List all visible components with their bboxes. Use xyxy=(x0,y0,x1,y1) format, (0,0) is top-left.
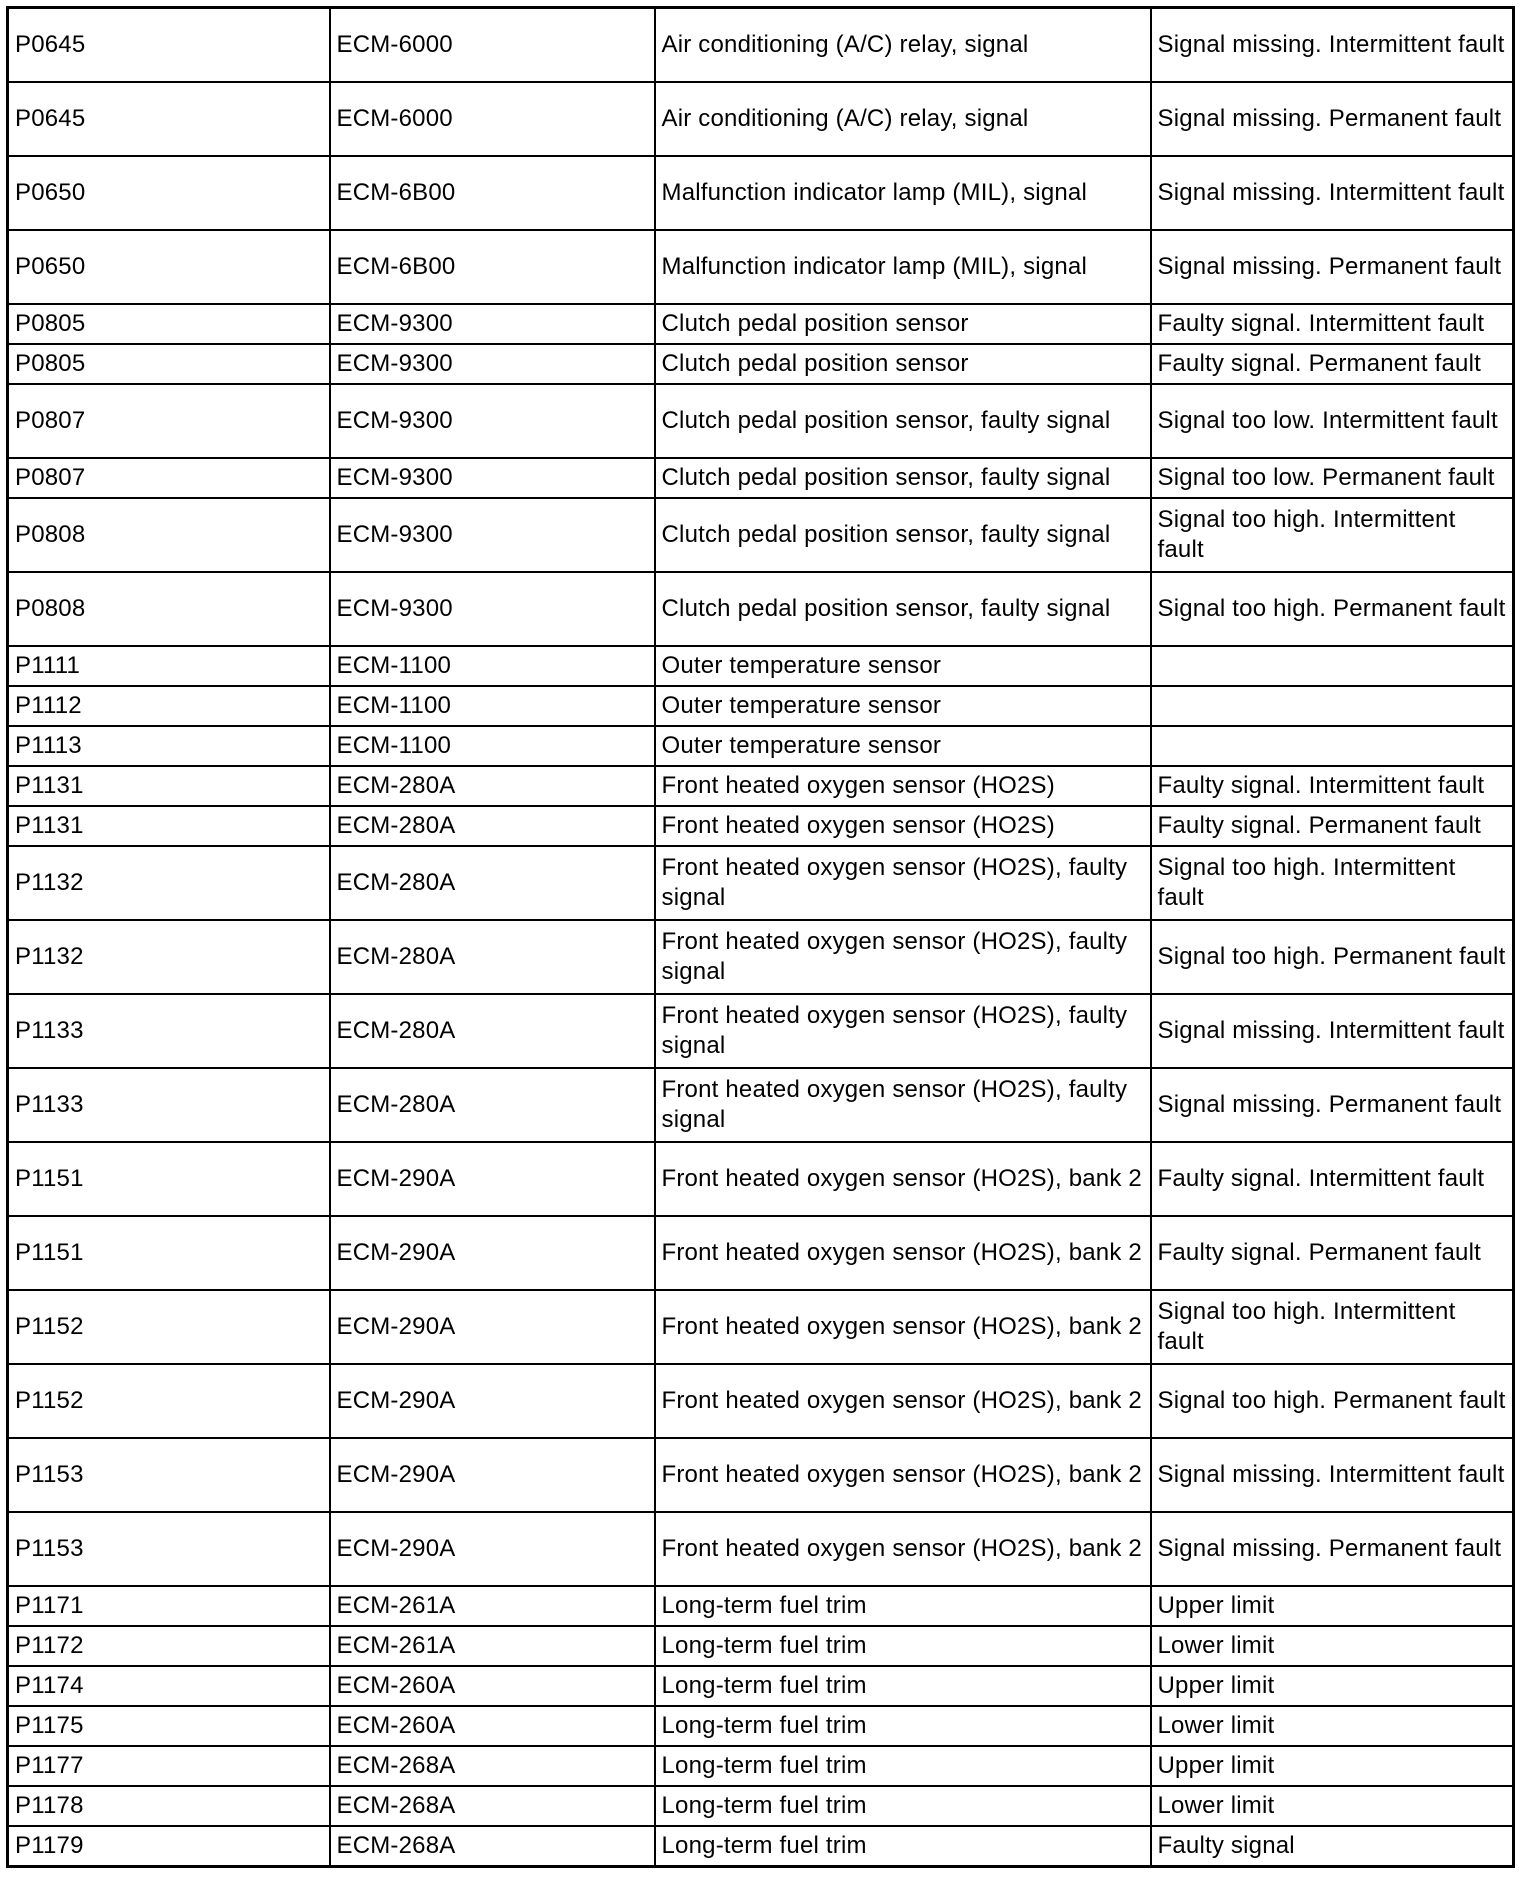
ecm-code-cell: ECM-290A xyxy=(330,1142,655,1216)
fault-condition-cell: Signal missing. Intermittent fault xyxy=(1151,994,1514,1068)
fault-condition-cell xyxy=(1151,686,1514,726)
fault-condition-cell: Lower limit xyxy=(1151,1786,1514,1826)
fault-condition-cell: Signal missing. Intermittent fault xyxy=(1151,156,1514,230)
dtc-code-cell: P1151 xyxy=(8,1216,330,1290)
ecm-code-cell: ECM-280A xyxy=(330,766,655,806)
component-cell: Front heated oxygen sensor (HO2S), faulty signal xyxy=(655,846,1151,920)
table-row xyxy=(8,806,1514,846)
table-row xyxy=(8,920,1514,994)
dtc-code-cell: P1132 xyxy=(8,846,330,920)
ecm-code-cell: ECM-6B00 xyxy=(330,230,655,304)
fault-condition-cell: Upper limit xyxy=(1151,1586,1514,1626)
fault-condition-cell xyxy=(1151,646,1514,686)
table-row xyxy=(8,1706,1514,1746)
component-cell: Malfunction indicator lamp (MIL), signal xyxy=(655,230,1151,304)
table-row xyxy=(8,82,1514,156)
fault-condition-cell: Faulty signal. Intermittent fault xyxy=(1151,1142,1514,1216)
component-cell: Front heated oxygen sensor (HO2S), bank 2 xyxy=(655,1216,1151,1290)
dtc-code-cell: P1151 xyxy=(8,1142,330,1216)
fault-condition-cell: Faulty signal. Permanent fault xyxy=(1151,1216,1514,1290)
table-row xyxy=(8,572,1514,646)
component-cell: Front heated oxygen sensor (HO2S), faulty signal xyxy=(655,994,1151,1068)
component-cell: Long-term fuel trim xyxy=(655,1586,1151,1626)
dtc-code-cell: P1133 xyxy=(8,994,330,1068)
ecm-code-cell: ECM-9300 xyxy=(330,572,655,646)
component-cell: Front heated oxygen sensor (HO2S), bank 2 xyxy=(655,1512,1151,1586)
dtc-code-cell: P1175 xyxy=(8,1706,330,1746)
table-row xyxy=(8,1216,1514,1290)
dtc-table xyxy=(6,6,1515,1868)
table-row xyxy=(8,1142,1514,1216)
fault-condition-cell: Signal too low. Intermittent fault xyxy=(1151,384,1514,458)
table-row xyxy=(8,646,1514,686)
table-row xyxy=(8,1746,1514,1786)
table-row xyxy=(8,1438,1514,1512)
dtc-code-cell: P0805 xyxy=(8,304,330,344)
table-row xyxy=(8,1586,1514,1626)
component-cell: Front heated oxygen sensor (HO2S), faulty signal xyxy=(655,920,1151,994)
fault-condition-cell: Lower limit xyxy=(1151,1626,1514,1666)
dtc-code-cell: P1132 xyxy=(8,920,330,994)
ecm-code-cell: ECM-1100 xyxy=(330,646,655,686)
dtc-code-cell: P1152 xyxy=(8,1290,330,1364)
dtc-table-body xyxy=(8,8,1514,1867)
table-row xyxy=(8,1364,1514,1438)
component-cell: Long-term fuel trim xyxy=(655,1826,1151,1867)
component-cell: Long-term fuel trim xyxy=(655,1786,1151,1826)
table-row xyxy=(8,458,1514,498)
table-row xyxy=(8,156,1514,230)
ecm-code-cell: ECM-6000 xyxy=(330,8,655,83)
dtc-code-cell: P0650 xyxy=(8,156,330,230)
component-cell: Outer temperature sensor xyxy=(655,726,1151,766)
table-row xyxy=(8,726,1514,766)
ecm-code-cell: ECM-290A xyxy=(330,1512,655,1586)
dtc-code-cell: P1171 xyxy=(8,1586,330,1626)
ecm-code-cell: ECM-261A xyxy=(330,1586,655,1626)
fault-condition-cell: Faulty signal xyxy=(1151,1826,1514,1867)
ecm-code-cell: ECM-1100 xyxy=(330,726,655,766)
table-row xyxy=(8,8,1514,83)
dtc-code-cell: P1153 xyxy=(8,1438,330,1512)
dtc-code-cell: P0805 xyxy=(8,344,330,384)
ecm-code-cell: ECM-9300 xyxy=(330,498,655,572)
component-cell: Front heated oxygen sensor (HO2S), bank 2 xyxy=(655,1438,1151,1512)
fault-condition-cell: Signal too high. Permanent fault xyxy=(1151,920,1514,994)
component-cell: Air conditioning (A/C) relay, signal xyxy=(655,8,1151,83)
ecm-code-cell: ECM-6B00 xyxy=(330,156,655,230)
component-cell: Front heated oxygen sensor (HO2S), bank 2 xyxy=(655,1364,1151,1438)
dtc-code-cell: P0645 xyxy=(8,82,330,156)
component-cell: Front heated oxygen sensor (HO2S) xyxy=(655,766,1151,806)
fault-condition-cell: Signal missing. Permanent fault xyxy=(1151,1512,1514,1586)
fault-condition-cell: Faulty signal. Permanent fault xyxy=(1151,344,1514,384)
dtc-code-cell: P0650 xyxy=(8,230,330,304)
component-cell: Clutch pedal position sensor xyxy=(655,304,1151,344)
component-cell: Long-term fuel trim xyxy=(655,1666,1151,1706)
ecm-code-cell: ECM-268A xyxy=(330,1786,655,1826)
dtc-code-cell: P1178 xyxy=(8,1786,330,1826)
table-row xyxy=(8,1666,1514,1706)
component-cell: Air conditioning (A/C) relay, signal xyxy=(655,82,1151,156)
component-cell: Long-term fuel trim xyxy=(655,1626,1151,1666)
dtc-code-cell: P1177 xyxy=(8,1746,330,1786)
dtc-code-cell: P1131 xyxy=(8,766,330,806)
component-cell: Clutch pedal position sensor xyxy=(655,344,1151,384)
dtc-code-cell: P0807 xyxy=(8,384,330,458)
fault-condition-cell: Signal too high. Permanent fault xyxy=(1151,572,1514,646)
component-cell: Malfunction indicator lamp (MIL), signal xyxy=(655,156,1151,230)
fault-condition-cell: Signal missing. Permanent fault xyxy=(1151,82,1514,156)
component-cell: Long-term fuel trim xyxy=(655,1706,1151,1746)
component-cell: Clutch pedal position sensor, faulty signal xyxy=(655,498,1151,572)
fault-condition-cell: Faulty signal. Permanent fault xyxy=(1151,806,1514,846)
table-row xyxy=(8,1068,1514,1142)
ecm-code-cell: ECM-280A xyxy=(330,846,655,920)
component-cell: Clutch pedal position sensor, faulty signal xyxy=(655,458,1151,498)
dtc-code-cell: P1172 xyxy=(8,1626,330,1666)
fault-condition-cell: Signal missing. Intermittent fault xyxy=(1151,1438,1514,1512)
fault-condition-cell: Faulty signal. Intermittent fault xyxy=(1151,766,1514,806)
table-row xyxy=(8,1626,1514,1666)
ecm-code-cell: ECM-290A xyxy=(330,1364,655,1438)
fault-condition-cell: Lower limit xyxy=(1151,1706,1514,1746)
ecm-code-cell: ECM-280A xyxy=(330,920,655,994)
fault-condition-cell: Signal missing. Intermittent fault xyxy=(1151,8,1514,83)
ecm-code-cell: ECM-9300 xyxy=(330,384,655,458)
dtc-code-cell: P0807 xyxy=(8,458,330,498)
table-row xyxy=(8,846,1514,920)
table-row xyxy=(8,766,1514,806)
component-cell: Front heated oxygen sensor (HO2S), bank 2 xyxy=(655,1290,1151,1364)
dtc-code-cell: P0645 xyxy=(8,8,330,83)
fault-condition-cell: Signal missing. Permanent fault xyxy=(1151,230,1514,304)
ecm-code-cell: ECM-290A xyxy=(330,1216,655,1290)
ecm-code-cell: ECM-9300 xyxy=(330,458,655,498)
dtc-code-cell: P1153 xyxy=(8,1512,330,1586)
fault-condition-cell xyxy=(1151,726,1514,766)
dtc-code-cell: P1111 xyxy=(8,646,330,686)
table-row xyxy=(8,1786,1514,1826)
ecm-code-cell: ECM-268A xyxy=(330,1746,655,1786)
table-row xyxy=(8,994,1514,1068)
table-row xyxy=(8,230,1514,304)
ecm-code-cell: ECM-290A xyxy=(330,1438,655,1512)
fault-condition-cell: Upper limit xyxy=(1151,1666,1514,1706)
table-row xyxy=(8,1512,1514,1586)
fault-condition-cell: Upper limit xyxy=(1151,1746,1514,1786)
component-cell: Clutch pedal position sensor, faulty signal xyxy=(655,572,1151,646)
table-row xyxy=(8,1826,1514,1867)
ecm-code-cell: ECM-9300 xyxy=(330,304,655,344)
fault-condition-cell: Signal too high. Intermittent fault xyxy=(1151,1290,1514,1364)
ecm-code-cell: ECM-261A xyxy=(330,1626,655,1666)
ecm-code-cell: ECM-280A xyxy=(330,806,655,846)
ecm-code-cell: ECM-290A xyxy=(330,1290,655,1364)
ecm-code-cell: ECM-260A xyxy=(330,1706,655,1746)
dtc-code-cell: P1113 xyxy=(8,726,330,766)
ecm-code-cell: ECM-280A xyxy=(330,1068,655,1142)
ecm-code-cell: ECM-9300 xyxy=(330,344,655,384)
dtc-code-cell: P1112 xyxy=(8,686,330,726)
fault-condition-cell: Signal too high. Intermittent fault xyxy=(1151,498,1514,572)
component-cell: Front heated oxygen sensor (HO2S), faulty signal xyxy=(655,1068,1151,1142)
dtc-code-cell: P1131 xyxy=(8,806,330,846)
fault-condition-cell: Signal too high. Permanent fault xyxy=(1151,1364,1514,1438)
ecm-code-cell: ECM-280A xyxy=(330,994,655,1068)
component-cell: Clutch pedal position sensor, faulty signal xyxy=(655,384,1151,458)
component-cell: Outer temperature sensor xyxy=(655,646,1151,686)
dtc-code-cell: P1133 xyxy=(8,1068,330,1142)
table-row xyxy=(8,344,1514,384)
dtc-code-cell: P1174 xyxy=(8,1666,330,1706)
ecm-code-cell: ECM-1100 xyxy=(330,686,655,726)
table-row xyxy=(8,384,1514,458)
dtc-code-cell: P0808 xyxy=(8,498,330,572)
dtc-code-cell: P0808 xyxy=(8,572,330,646)
component-cell: Outer temperature sensor xyxy=(655,686,1151,726)
component-cell: Front heated oxygen sensor (HO2S) xyxy=(655,806,1151,846)
fault-condition-cell: Signal missing. Permanent fault xyxy=(1151,1068,1514,1142)
table-row xyxy=(8,304,1514,344)
component-cell: Front heated oxygen sensor (HO2S), bank 2 xyxy=(655,1142,1151,1216)
table-row xyxy=(8,1290,1514,1364)
ecm-code-cell: ECM-260A xyxy=(330,1666,655,1706)
table-row xyxy=(8,498,1514,572)
ecm-code-cell: ECM-6000 xyxy=(330,82,655,156)
ecm-code-cell: ECM-268A xyxy=(330,1826,655,1867)
fault-condition-cell: Signal too high. Intermittent fault xyxy=(1151,846,1514,920)
fault-condition-cell: Signal too low. Permanent fault xyxy=(1151,458,1514,498)
fault-condition-cell: Faulty signal. Intermittent fault xyxy=(1151,304,1514,344)
component-cell: Long-term fuel trim xyxy=(655,1746,1151,1786)
table-row xyxy=(8,686,1514,726)
dtc-code-cell: P1179 xyxy=(8,1826,330,1867)
dtc-code-cell: P1152 xyxy=(8,1364,330,1438)
